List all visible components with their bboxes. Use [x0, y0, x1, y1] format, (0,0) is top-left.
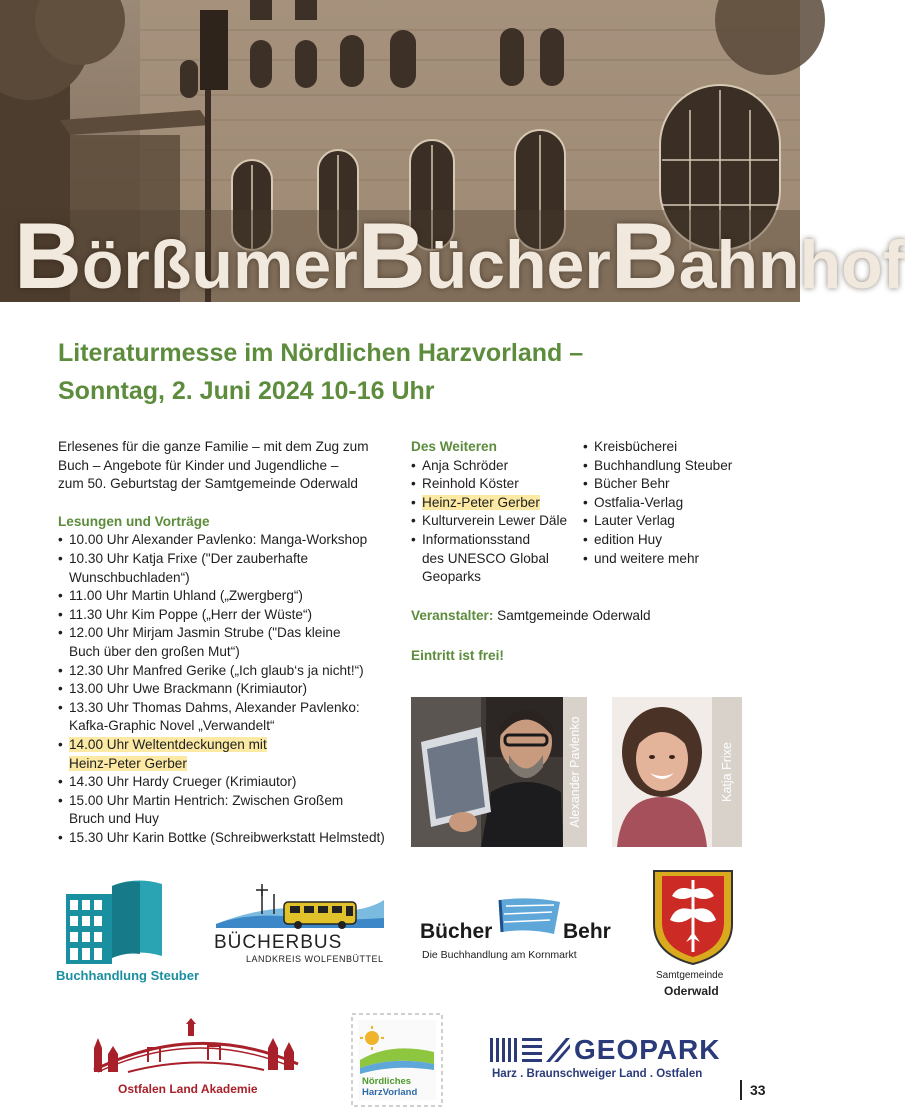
header-photo — [0, 0, 905, 308]
caption-strip-frixe — [712, 697, 742, 847]
event-headline — [58, 334, 758, 410]
behr-left: Bücher — [420, 920, 493, 943]
list-item — [58, 662, 398, 681]
list-item-line: 15.00 Uhr Martin Hentrich: Zwischen Großem — [69, 792, 344, 808]
lesungen-list — [58, 531, 398, 847]
geopark-sub: Harz . Braunschweiger Land . Ostfalen — [492, 1068, 703, 1080]
list-item — [583, 512, 783, 531]
list-item — [411, 475, 581, 494]
intro-line: Buch – Angebote für Kinder und Jugendliche – — [58, 457, 339, 473]
list-item-line: 14.00 Uhr Weltentdeckungen mit — [69, 736, 267, 752]
organizer-value: Samtgemeinde Oderwald — [493, 608, 651, 623]
caption-strip-pavlenko — [563, 697, 587, 847]
list-item — [58, 624, 398, 661]
header-title — [0, 203, 905, 308]
list-item — [583, 438, 783, 457]
list-item-line: Lauter Verlag — [594, 513, 675, 529]
harz-line-2: HarzVorland — [362, 1087, 418, 1098]
buecherbus-title: BÜCHERBUS — [214, 932, 343, 953]
list-item-line: 11.00 Uhr Martin Uhland („Zwergberg“) — [69, 588, 303, 604]
geopark-title: GEOPARK — [574, 1034, 721, 1065]
list-item-line: Bücher Behr — [594, 476, 670, 492]
logo-ostfalen-land-akademie — [88, 1018, 304, 1098]
list-item — [58, 680, 398, 699]
list-item-line: 11.30 Uhr Kim Poppe („Herr der Wüste“) — [69, 606, 313, 622]
list-item — [583, 475, 783, 494]
organizer-label: Veranstalter: — [411, 608, 494, 623]
behr-right: Behr — [563, 920, 611, 943]
geopark-stripes-icon — [490, 1038, 570, 1066]
list-item-line: Kreisbücherei — [594, 439, 678, 454]
intro-line: Erlesenes für die ganze Familie – mit dem Zug zum — [58, 439, 369, 454]
list-item — [58, 699, 398, 736]
list-item-line: und weitere mehr — [594, 550, 700, 566]
steuber-building-icon — [56, 876, 184, 964]
weiteren-column-1 — [411, 438, 581, 587]
list-item — [583, 550, 783, 569]
photo-alexander-pavlenko — [411, 697, 563, 847]
list-item — [411, 531, 581, 587]
list-item-line: edition Huy — [594, 531, 663, 547]
weiteren-heading: Des Weiteren — [411, 439, 497, 454]
list-item-line: Informationsstand — [422, 531, 531, 547]
admission-note: Eintritt ist frei! — [411, 648, 504, 663]
list-item-line: 15.30 Uhr Karin Bottke (Schreibwerkstatt Helmstedt) — [69, 829, 385, 845]
list-item-line: 13.30 Uhr Thomas Dahms, Alexander Pavlenko: — [69, 699, 360, 715]
organizer — [411, 608, 651, 623]
list-item-line: 12.30 Uhr Manfred Gerike („Ich glaub‘s ja nicht!“) — [69, 662, 364, 678]
list-item-line: Ostfalia-Verlag — [594, 494, 684, 510]
list-item-line: Geoparks — [422, 569, 481, 585]
oderwald-coat-of-arms-icon — [648, 868, 738, 966]
intro-text — [58, 438, 398, 494]
title-word-3: Bahnhof — [610, 203, 905, 308]
list-item — [411, 512, 581, 531]
lesungen-heading: Lesungen und Vorträge — [58, 513, 210, 529]
list-item — [58, 550, 398, 587]
list-item-line: Kafka-Graphic Novel „Verwandelt“ — [69, 718, 275, 734]
oderwald-line-1: Samtgemeinde — [656, 970, 724, 981]
list-item-line: Heinz-Peter Gerber — [69, 755, 187, 771]
ostfalen-name: Ostfalen Land Akademie — [118, 1082, 258, 1096]
list-item-line: Reinhold Köster — [422, 476, 519, 492]
list-item-line: Bruch und Huy — [69, 811, 159, 827]
intro-line: zum 50. Geburtstag der Samtgemeinde Oderwald — [58, 476, 358, 492]
photo-katja-frixe — [612, 697, 712, 847]
list-item — [58, 829, 398, 848]
steuber-name: Buchhandlung Steuber — [56, 968, 199, 983]
list-item-line: Wunschbuchladen“) — [69, 569, 190, 585]
list-item — [58, 531, 398, 550]
list-item — [411, 494, 581, 513]
ostfalen-skyline-icon — [88, 1018, 304, 1078]
list-item — [583, 494, 783, 513]
logo-buecher-behr — [420, 896, 620, 966]
behr-sub: Die Buchhandlung am Kornmarkt — [422, 949, 577, 961]
list-item — [58, 736, 398, 773]
list-item-line: Kulturverein Lewer Däle — [422, 513, 568, 529]
logo-buchhandlung-steuber — [56, 876, 199, 986]
weiteren-list-2 — [583, 438, 783, 568]
list-item — [583, 457, 783, 476]
list-item-line: 10.00 Uhr Alexander Pavlenko: Manga-Workshop — [69, 532, 368, 548]
list-item-line: Heinz-Peter Gerber — [422, 494, 540, 510]
list-item-line: 12.00 Uhr Mirjam Jasmin Strube ("Das kleine — [69, 625, 341, 641]
harz-line-1: Nördliches — [362, 1076, 412, 1087]
list-item — [411, 457, 581, 476]
logo-samtgemeinde-oderwald — [648, 868, 738, 998]
program-column — [58, 438, 398, 847]
oderwald-line-2: Oderwald — [664, 984, 719, 998]
bus-icon — [212, 884, 390, 934]
page-number: 33 — [740, 1080, 766, 1100]
list-item — [58, 587, 398, 606]
list-item-line: Anja Schröder — [422, 457, 509, 473]
buecherbus-sub: LANDKREIS WOLFENBÜTTEL — [246, 954, 384, 964]
weiteren-column-2 — [583, 438, 783, 568]
list-item-line: Buch über den großen Mut“) — [69, 643, 240, 659]
title-word-1: Börßumer — [14, 203, 358, 308]
list-item-line: Buchhandlung Steuber — [594, 457, 733, 473]
title-word-2: Bücher — [357, 203, 611, 308]
list-item — [58, 773, 398, 792]
list-item — [583, 531, 783, 550]
headline-line-2: Sonntag, 2. Juni 2024 10-16 Uhr — [58, 377, 435, 405]
logo-geopark — [490, 1034, 720, 1086]
list-item — [58, 792, 398, 829]
list-item — [58, 606, 398, 625]
headline-line-1: Literaturmesse im Nördlichen Harzvorland – — [58, 339, 584, 367]
logo-buecherbus — [212, 884, 390, 969]
list-item-line: 14.30 Uhr Hardy Crueger (Krimiautor) — [69, 774, 297, 790]
logo-noerdliches-harzvorland — [350, 1012, 444, 1108]
caption-frixe: Katja Frixe — [720, 742, 734, 802]
weiteren-list-1 — [411, 457, 581, 587]
list-item-line: des UNESCO Global — [422, 550, 549, 566]
list-item-line: 10.30 Uhr Katja Frixe ("Der zauberhafte — [69, 550, 309, 566]
caption-pavlenko: Alexander Pavlenko — [568, 716, 582, 828]
list-item-line: 13.00 Uhr Uwe Brackmann (Krimiautor) — [69, 681, 307, 697]
